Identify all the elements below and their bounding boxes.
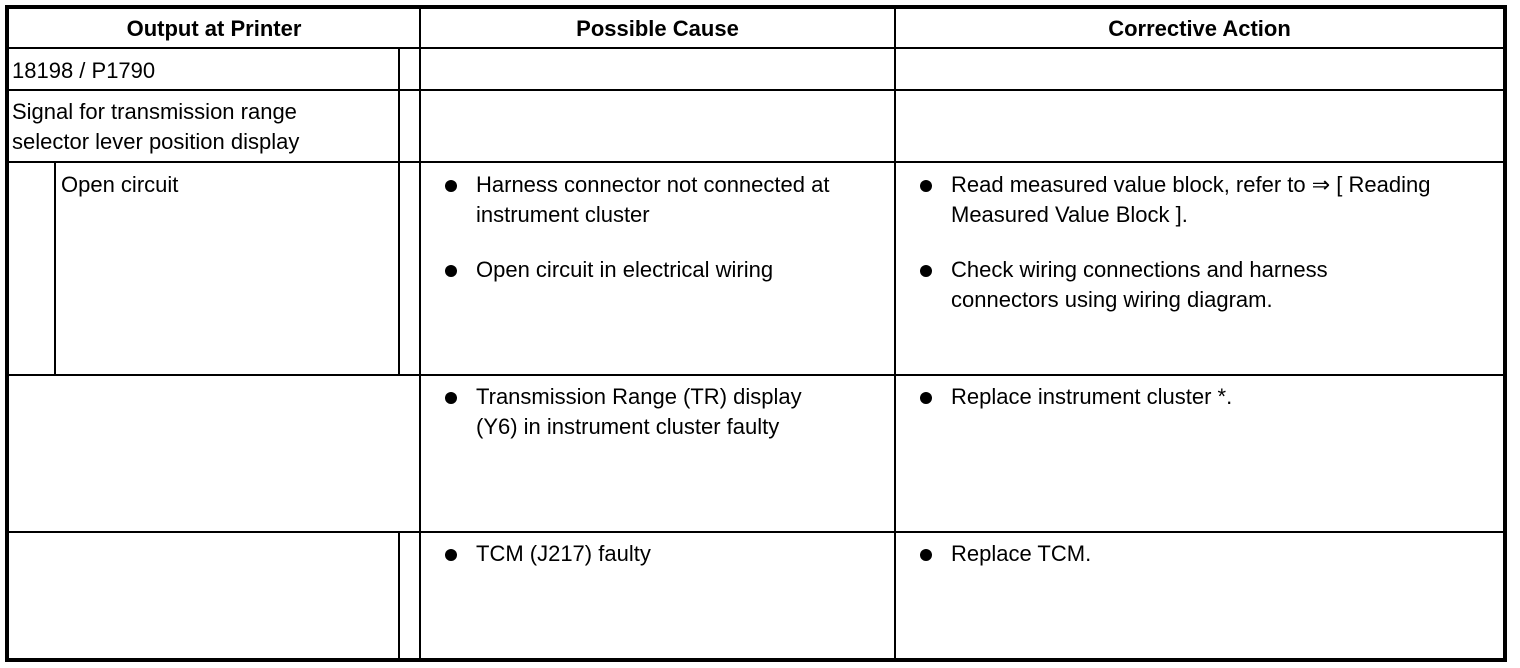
row-rule-cluster bbox=[5, 531, 1507, 533]
bullet-icon bbox=[445, 549, 457, 561]
signal-line-2: selector lever position display bbox=[12, 129, 300, 154]
table-border-top bbox=[5, 5, 1507, 9]
bullet-icon bbox=[920, 265, 932, 277]
row-rule-code bbox=[5, 89, 1507, 91]
header-cause: Possible Cause bbox=[576, 16, 739, 41]
signal-line-1: Signal for transmission range bbox=[12, 99, 297, 124]
bullet-icon bbox=[920, 180, 932, 192]
fault-code: 18198 / P1790 bbox=[12, 58, 156, 83]
table-border-left bbox=[5, 5, 9, 662]
action-3-line-1: Replace instrument cluster *. bbox=[951, 384, 1233, 409]
sub-col-rule-a bbox=[398, 47, 400, 376]
bullet-icon bbox=[445, 180, 457, 192]
bullet-icon bbox=[920, 392, 932, 404]
cause-1-line-2: instrument cluster bbox=[476, 202, 650, 227]
col-rule-cause bbox=[419, 5, 421, 662]
header-output: Output at Printer bbox=[126, 16, 302, 41]
action-1-line-1: Read measured value block, refer to ⇒ [ Reading bbox=[951, 172, 1431, 197]
action-2-line-1: Check wiring connections and harness bbox=[951, 257, 1328, 282]
row-rule-open-circuit bbox=[5, 374, 1507, 376]
action-1-line-2: Measured Value Block ]. bbox=[951, 202, 1188, 227]
bullet-icon bbox=[445, 392, 457, 404]
action-2-line-2: connectors using wiring diagram. bbox=[951, 287, 1273, 312]
table-border-right bbox=[1503, 5, 1507, 662]
cause-2-line-1: Open circuit in electrical wiring bbox=[476, 257, 774, 282]
cause-3-line-1: Transmission Range (TR) display bbox=[476, 384, 802, 409]
sub-col-rule-b bbox=[398, 531, 400, 660]
row-rule-signal bbox=[5, 161, 1507, 163]
cause-4-line-1: TCM (J217) faulty bbox=[476, 541, 651, 566]
col-rule-action bbox=[894, 5, 896, 662]
header-action: Corrective Action bbox=[1108, 16, 1291, 41]
bullet-icon bbox=[920, 549, 932, 561]
cause-3-line-2: (Y6) in instrument cluster faulty bbox=[476, 414, 780, 439]
table-border-bottom bbox=[5, 658, 1507, 662]
action-4-line-1: Replace TCM. bbox=[951, 541, 1092, 566]
cause-1-line-1: Harness connector not connected at bbox=[476, 172, 830, 197]
open-circuit-label: Open circuit bbox=[61, 172, 179, 197]
indent-rule bbox=[54, 161, 56, 376]
bullet-icon bbox=[445, 265, 457, 277]
